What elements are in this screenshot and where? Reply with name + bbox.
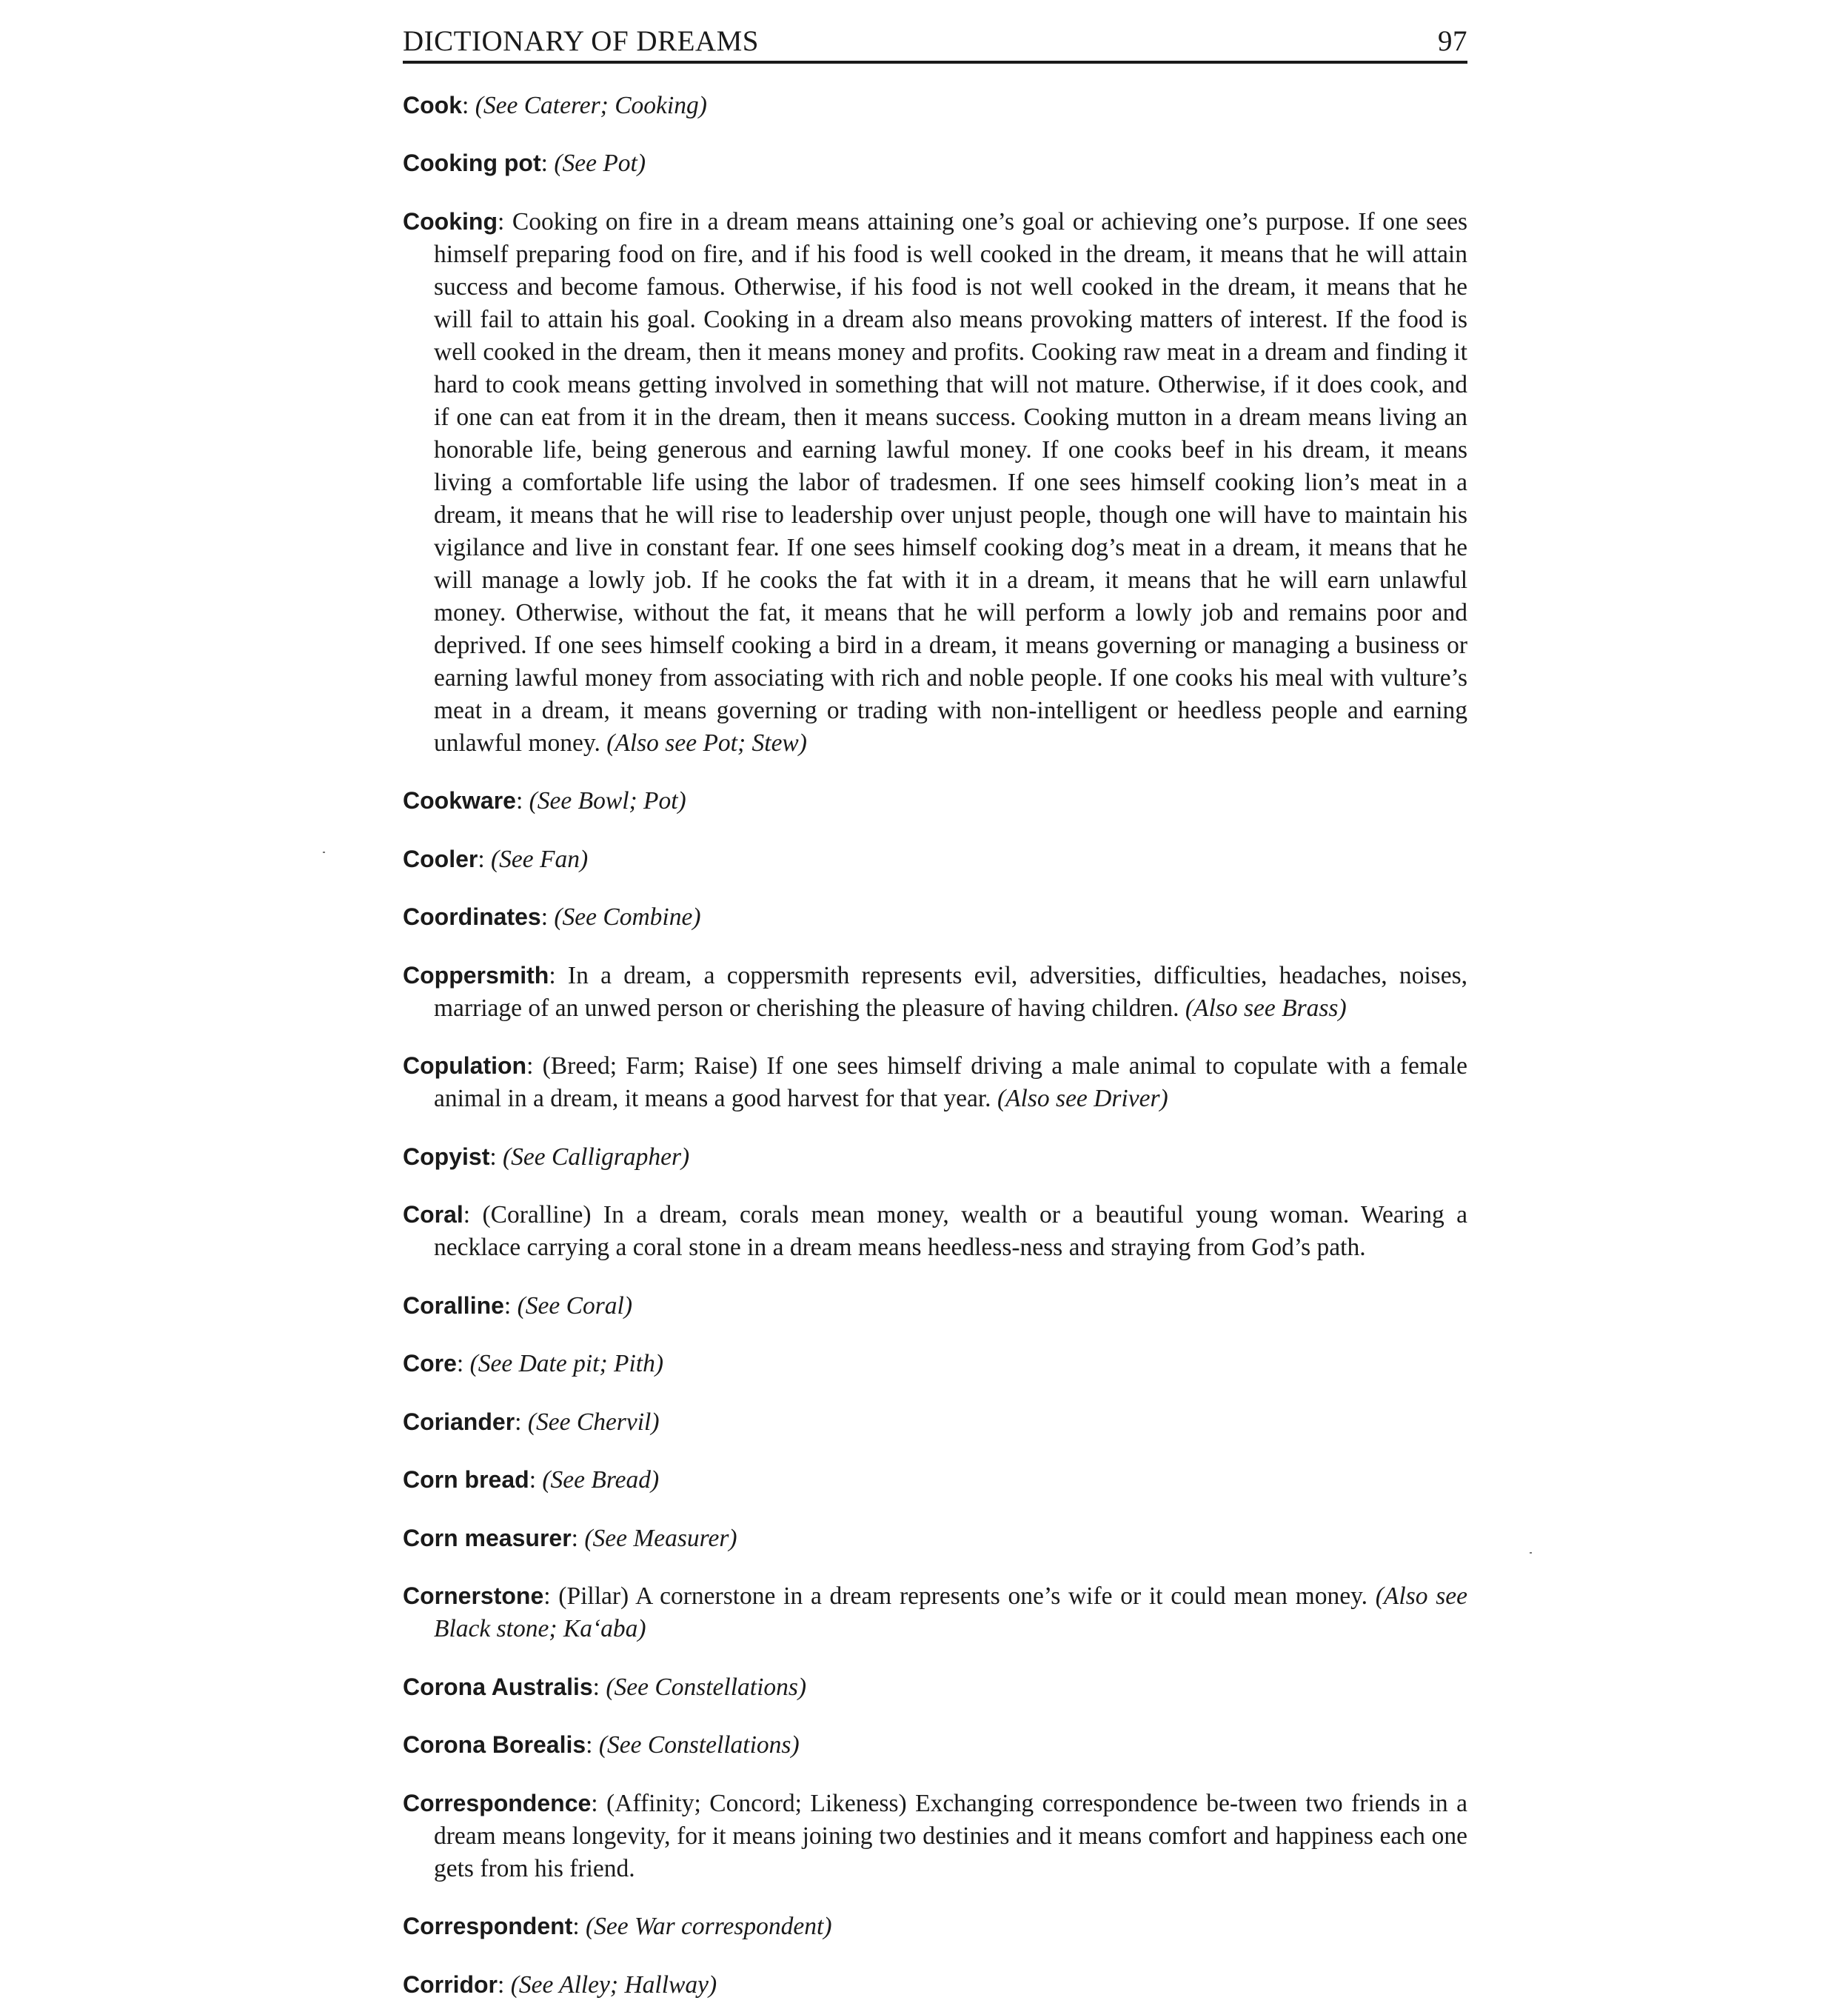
entry-headword: Corn bread xyxy=(403,1466,529,1493)
dictionary-entry: Coppersmith: In a dream, a coppersmith represents evil, adversities, difficulties, headaches, noises, marriage of an unwed person or cherishing the pleasure of having children. (Also see Brass) xyxy=(403,961,1467,1022)
entry-headword: Correspondent xyxy=(403,1913,573,1939)
entry-definition: (Coralline) In a dream, corals mean money, wealth or a beautiful young woman. Wearing a necklace carrying a coral stone in a dream means heedless-ness and straying from God’s path. xyxy=(434,1201,1467,1261)
entry-cross-reference: (Also see Driver) xyxy=(997,1085,1168,1112)
entry-cross-reference: (See Alley; Hallway) xyxy=(510,1970,717,1999)
dictionary-entry: Cooking pot: (See Pot) xyxy=(403,150,646,177)
entry-cross-reference: (Also see Black stone; Ka‘aba) xyxy=(434,1582,1467,1642)
dictionary-entry: Copulation: (Breed; Farm; Raise) If one sees himself driving a male animal to copulate with a female animal in a dream, it means a good harvest for that year. (Also see Driver) xyxy=(403,1052,1468,1112)
dictionary-entry: Coral: (Coralline) In a dream, corals mean money, wealth or a beautiful young woman. Wearing a necklace carrying a coral stone in a dream means heedless-ness and straying from God’s path. xyxy=(403,1201,1467,1261)
entry-headword: Core xyxy=(403,1350,457,1377)
entry-cross-reference: (See Pot) xyxy=(554,150,646,177)
dictionary-entry: Corona Australis: (See Constellations) xyxy=(403,1673,807,1701)
entry-headword: Cooler xyxy=(403,845,478,872)
dictionary-entry: Cornerstone: (Pillar) A cornerstone in a dream represents one’s wife or it could mean money. (Also see Black stone; Ka‘aba) xyxy=(403,1582,1467,1642)
entry-definition: (Breed; Farm; Raise) If one sees himself driving a male animal to copulate with a female animal in a dream, it means a good harvest for that year. xyxy=(434,1052,1468,1112)
entry-cross-reference: (See Bread) xyxy=(542,1466,660,1494)
entry-headword: Coppersmith xyxy=(403,961,549,989)
entry-headword: Coriander xyxy=(403,1408,515,1435)
entry-list xyxy=(403,89,1467,2002)
dictionary-entry: Cookware: (See Bowl; Pot) xyxy=(403,787,686,815)
entry-headword: Corn measurer xyxy=(403,1524,572,1551)
entry-cross-reference: (See Constellations) xyxy=(606,1673,807,1701)
entry-cross-reference: (See Measurer) xyxy=(584,1524,737,1552)
dictionary-entry: Corona Borealis: (See Constellations) xyxy=(403,1731,800,1759)
scan-speck xyxy=(323,852,325,853)
entry-headword: Copyist xyxy=(403,1143,490,1170)
entry-cross-reference: (See Date pit; Pith) xyxy=(469,1350,663,1377)
entry-cross-reference: (Also see Brass) xyxy=(1185,994,1347,1022)
entry-cross-reference: (See War correspondent) xyxy=(586,1913,832,1940)
dictionary-entry: Correspondence: (Affinity; Concord; Likeness) Exchanging correspondence be-tween two friends in a dream means longevity, for it means joining two destinies and it means comfort and happiness each one gets from his friend. xyxy=(403,1789,1467,1882)
dictionary-entry: Cook: (See Caterer; Cooking) xyxy=(403,91,707,119)
entry-headword: Cooking xyxy=(403,207,498,235)
entry-cross-reference: (See Caterer; Cooking) xyxy=(475,91,707,119)
scan-speck xyxy=(1530,1552,1532,1554)
entry-cross-reference: (Also see Pot; Stew) xyxy=(606,729,807,757)
entry-cross-reference: (See Calligrapher) xyxy=(503,1143,690,1171)
entry-headword: Cornerstone xyxy=(403,1582,544,1609)
entry-headword: Coralline xyxy=(403,1291,504,1319)
entry-cross-reference: (See Coral) xyxy=(517,1291,632,1320)
dictionary-entry: Coordinates: (See Combine) xyxy=(403,903,701,931)
entry-cross-reference: (See Fan) xyxy=(491,845,589,873)
page-number: 97 xyxy=(1438,25,1467,57)
dictionary-entry: Corn measurer: (See Measurer) xyxy=(403,1524,737,1552)
entry-headword: Copulation xyxy=(403,1052,527,1079)
entry-headword: Coral xyxy=(403,1201,463,1228)
dictionary-page xyxy=(403,21,1467,2006)
running-head xyxy=(403,21,1467,64)
dictionary-entry: Coralline: (See Coral) xyxy=(403,1291,632,1320)
entry-cross-reference: (See Bowl; Pot) xyxy=(529,787,686,815)
entry-cross-reference: (See Combine) xyxy=(554,903,701,931)
entry-headword: Corridor xyxy=(403,1970,498,1998)
entry-headword: Cookware xyxy=(403,787,516,814)
dictionary-entry: Corridor: (See Alley; Hallway) xyxy=(403,1970,717,1999)
dictionary-entry: Coriander: (See Chervil) xyxy=(403,1408,660,1436)
dictionary-entry: Copyist: (See Calligrapher) xyxy=(403,1143,690,1171)
entry-headword: Corona Borealis xyxy=(403,1731,586,1758)
entry-headword: Cooking pot xyxy=(403,150,541,176)
entry-definition: (Pillar) A cornerstone in a dream represents one’s wife or it could mean money. xyxy=(558,1582,1368,1610)
entry-definition: In a dream, a coppersmith represents evil, adversities, difficulties, headaches, noises, marriage of an unwed person or cherishing the pleasure of having children. xyxy=(434,961,1467,1022)
entry-headword: Coordinates xyxy=(403,903,541,930)
entry-headword: Correspondence xyxy=(403,1789,592,1816)
dictionary-entry: Cooking: Cooking on fire in a dream means attaining one’s goal or achieving one’s purpose. If one sees himself preparing food on fire, and if his food is well cooked in the dream, it means that he will attain success and become famous. Otherwise, if his food is not well cooked in the dream, it means that he will fail to attain his goal. Cooking in a dream also means provoking matters of interest. If the food is well cooked in the dream, then it means money and profits. Cooking raw meat in a dream and finding it hard to cook means getting involved in something that will not mature. Otherwise, if it does cook, and if one can eat from it in the dream, then it means success. Cooking mutton in a dream means living an honorable life, being generous and earning lawful money. If one cooks beef in his dream, it means living a comfortable life using the labor of tradesmen. If one sees himself cooking lion’s meat in a dream, it means that he will rise to leadership over unjust people, though one will have to maintain his vigilance and live in constant fear. If one sees himself cooking dog’s meat in a dream, it means that he will manage a lowly job. If he cooks the fat with it in a dream, it means that he will earn unlawful money. Otherwise, without the fat, it means that he will perform a lowly job and remains poor and deprived. If one sees himself cooking a bird in a dream, it means governing or managing a business or earning lawful money from associating with rich and noble people. If one cooks his meal with vulture’s meat in a dream, it means governing or trading with non-intelligent or heedless people and earning unlawful money. (Also see Pot; Stew) xyxy=(403,207,1467,757)
entry-headword: Corona Australis xyxy=(403,1673,593,1700)
entry-headword: Cook xyxy=(403,91,462,118)
entry-cross-reference: (See Chervil) xyxy=(527,1408,660,1436)
dictionary-entry: Cooler: (See Fan) xyxy=(403,845,589,873)
entry-cross-reference: (See Constellations) xyxy=(598,1731,800,1759)
book-title: DICTIONARY OF DREAMS xyxy=(403,25,759,57)
dictionary-entry: Correspondent: (See War correspondent) xyxy=(403,1913,832,1940)
entry-definition: Cooking on fire in a dream means attaining one’s goal or achieving one’s purpose. If one sees himself preparing food on fire, and if his food is well cooked in the dream, it means that he will attain success and become famous. Otherwise, if his food is not well cooked in the dream, it means that he will fail to attain his goal. Cooking in a dream also means provoking matters of interest. If the food is well cooked in the dream, then it means money and profits. Cooking raw meat in a dream and finding it hard to cook means getting involved in something that will not mature. Otherwise, if it does cook, and if one can eat from it in the dream, then it means success. Cooking mutton in a dream means living an honorable life, being generous and earning lawful money. If one cooks beef in his dream, it means living a comfortable life using the labor of tradesmen. If one sees himself cooking lion’s meat in a dream, it means that he will rise to leadership over unjust people, though one will have to maintain his vigilance and live in constant fear. If one sees himself cooking dog’s meat in a dream, it means that he will manage a lowly job. If he cooks the fat with it in a dream, it means that he will earn unlawful money. Otherwise, without the fat, it means that he will perform a lowly job and remains poor and deprived. If one sees himself cooking a bird in a dream, it means governing or managing a business or earning lawful money from associating with rich and noble people. If one cooks his meal with vulture’s meat in a dream, it means governing or trading with non-intelligent or heedless people and earning unlawful money. xyxy=(434,207,1467,757)
dictionary-entry: Corn bread: (See Bread) xyxy=(403,1466,660,1494)
entry-definition: (Affinity; Concord; Likeness) Exchanging correspondence be-tween two friends in a dream means longevity, for it means joining two destinies and it means comfort and happiness each one gets from his friend. xyxy=(434,1789,1467,1882)
dictionary-entry: Core: (See Date pit; Pith) xyxy=(403,1350,663,1377)
